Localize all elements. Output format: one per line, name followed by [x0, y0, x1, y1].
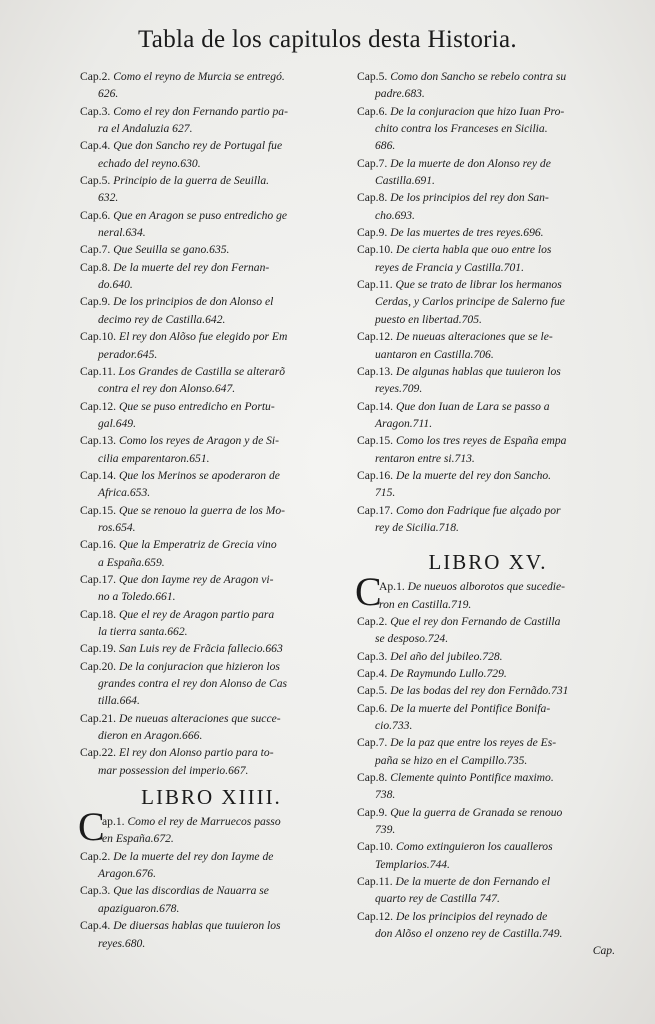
entry-label: Cap.4.: [357, 667, 388, 680]
entry-label: Cap.9.: [357, 805, 388, 819]
entry-text-continued: Castilla.691.: [375, 174, 435, 188]
entry-label: Ap.1.: [379, 580, 405, 594]
entry-text: Principio de la guerra de Seuilla.: [113, 174, 270, 188]
entry-text-continued: ron en Castilla.719.: [379, 597, 472, 611]
entry-text-continued: Aragon.676.: [98, 867, 156, 881]
entry-text: Como los reyes de Aragon y de Si-: [118, 434, 280, 448]
chapter-entry: [357, 103, 619, 155]
entry-text: De los principios del rey don San-: [390, 191, 549, 205]
entry-text: De las muertes de tres reyes.696.: [390, 226, 544, 240]
entry-label: ap.1.: [102, 815, 125, 829]
chapter-entry: [80, 293, 343, 328]
chapter-entry: [80, 571, 343, 606]
chapter-entry: [80, 606, 343, 641]
chapter-entry: [80, 241, 343, 258]
libro-xv-first-entry: [355, 569, 619, 615]
entry-label: Cap.13.: [357, 364, 394, 378]
entry-label: Cap.3.: [80, 884, 111, 898]
right-entry-list: [357, 68, 619, 536]
entry-text: Que en Aragon se puso entredicho ge: [113, 208, 288, 222]
chapter-entry: [357, 665, 619, 682]
entry-label: Cap.20.: [80, 659, 117, 673]
entry-text-continued: reyes.709.: [375, 382, 423, 396]
entry-label: Cap.2.: [80, 70, 111, 83]
entry-label: Cap.10.: [80, 330, 117, 344]
chapter-entry: [357, 648, 619, 665]
entry-label: Cap.5.: [357, 70, 388, 83]
entry-text: De la paz que entre los reyes de Es-: [390, 736, 557, 750]
entry-text: Que la guerra de Granada se renouo: [390, 805, 563, 819]
entry-label: Cap.4.: [80, 139, 111, 153]
chapter-entry: [80, 363, 343, 398]
entry-text: San Luis rey de Frãcia fallecio.663: [118, 642, 283, 656]
chapter-entry: [357, 873, 619, 908]
entry-text: El rey don Alõso fue elegido por Em: [118, 330, 288, 344]
entry-label: Cap.19.: [80, 642, 117, 656]
entry-text-continued: cilia emparentaron.651.: [98, 451, 210, 465]
entry-text: De la muerte del rey don Sancho.: [395, 468, 552, 482]
chapter-entry: [357, 276, 619, 328]
drop-cap: C: [78, 804, 105, 850]
chapter-entry: [357, 398, 619, 433]
entry-label: Cap.15.: [357, 434, 394, 448]
entry-text: De algunas hablas que tuuieron los: [395, 364, 561, 378]
entry-label: Cap.16.: [357, 468, 394, 482]
entry-label: Cap.14.: [80, 468, 117, 482]
entry-label: Cap.11.: [357, 875, 393, 889]
entry-text: De nueuas alteraciones que se le-: [395, 330, 553, 344]
chapter-entry: [80, 536, 343, 571]
entry-text-continued: padre.683.: [375, 87, 425, 101]
entry-label: Cap.22.: [80, 746, 117, 760]
entry-text-continued: dieron en Aragon.666.: [98, 729, 203, 743]
entry-text: Como el rey de Marruecos passo: [127, 815, 281, 829]
entry-text-continued: a España.659.: [98, 555, 165, 569]
page-title: Tabla de los capitulos desta Historia.: [137, 26, 517, 53]
entry-label: Cap.5.: [80, 174, 111, 188]
entry-text-continued: 632.: [98, 191, 119, 205]
chapter-entry: [357, 241, 619, 276]
entry-label: Cap.2.: [80, 849, 111, 863]
chapter-entry: [357, 155, 619, 190]
entry-text-continued: Cerdas, y Carlos principe de Salerno fue: [375, 295, 565, 309]
entry-label: Cap.17.: [80, 572, 117, 586]
entry-text: El rey don Alonso partio para to-: [118, 746, 274, 760]
entry-text-continued: la tierra santa.662.: [98, 625, 188, 638]
chapter-entry: [80, 882, 343, 917]
chapter-entry: [80, 502, 343, 537]
entry-label: Cap.11.: [80, 364, 116, 378]
entry-label: Cap.8.: [80, 260, 111, 274]
entry-text: Que se renouo la guerra de los Mo-: [118, 503, 286, 517]
entry-text: De Raymundo Lullo.729.: [390, 667, 507, 680]
entry-label: Cap.12.: [357, 330, 394, 344]
chapter-entry: [357, 838, 619, 873]
catchword: Cap.: [592, 944, 615, 957]
entry-text-continued: cio.733.: [375, 719, 413, 733]
entry-label: Cap.11.: [357, 278, 393, 292]
entry-text: De los principios del reynado de: [395, 909, 548, 923]
entry-text: De cierta habla que ouo entre los: [395, 243, 552, 257]
entry-text: Que don Iayme rey de Aragon vi-: [118, 572, 274, 586]
entry-label: Cap.7.: [357, 736, 388, 750]
chapter-entry: [80, 432, 343, 467]
chapter-entry: [80, 259, 343, 294]
entry-label: Cap.6.: [357, 104, 388, 118]
entry-label: Cap.2.: [357, 614, 388, 628]
chapter-entry: [80, 398, 343, 433]
entry-label: Cap.9.: [357, 226, 388, 240]
chapter-entry: [80, 744, 343, 779]
entry-text-continued: do.640.: [98, 278, 133, 292]
entry-text-continued: paña se hizo en el Campillo.735.: [375, 753, 528, 767]
entry-text-continued: mar possession del imperio.667.: [98, 763, 249, 777]
entry-text: Como extinguieron los caualleros: [395, 840, 553, 854]
entry-text-continued: grandes contra el rey don Alonso de Cas: [98, 677, 288, 691]
entry-text: Que el rey de Aragon partio para: [118, 607, 275, 621]
chapter-entry: [357, 224, 619, 241]
chapter-entry: [357, 432, 619, 467]
entry-label: Cap.9.: [80, 295, 111, 309]
chapter-entry: [357, 769, 619, 804]
libro-xiiii-entry-list: [80, 848, 343, 952]
entry-text-continued: Aragon.711.: [375, 416, 433, 430]
left-entry-list: [80, 68, 343, 779]
entry-text: De la conjuracion que hizo Iuan Pro-: [390, 104, 565, 118]
entry-text: De la muerte de don Fernando el: [395, 875, 551, 889]
entry-label: Cap.10.: [357, 243, 394, 257]
entry-text-continued: apaziguaron.678.: [98, 901, 180, 915]
entry-text: Como el rey don Fernando partio pa-: [113, 104, 288, 118]
entry-text-continued: 686.: [375, 139, 396, 153]
chapter-entry: [357, 467, 619, 502]
entry-label: Cap.7.: [357, 156, 388, 170]
entry-text-continued: reyes de Francia y Castilla.701.: [375, 260, 524, 274]
libro-xv-entry-list: [357, 613, 619, 943]
entry-text: De los principios de don Alonso el: [113, 295, 274, 309]
entry-label: Cap.10.: [357, 840, 394, 854]
chapter-entry: [357, 804, 619, 839]
entry-text-continued: neral.634.: [98, 226, 146, 240]
entry-label: Cap.7.: [80, 243, 111, 257]
chapter-entry: [80, 103, 343, 138]
entry-label: Cap.12.: [357, 909, 394, 923]
entry-text-continued: Templarios.744.: [375, 857, 450, 871]
chapter-entry: [357, 189, 619, 224]
entry-text-continued: Africa.653.: [98, 486, 151, 500]
libro-xv-heading: LIBRO XV.: [428, 550, 548, 575]
entry-text-continued: rentaron entre si.713.: [375, 451, 475, 465]
entry-text: Clemente quinto Pontifice maximo.: [390, 771, 554, 785]
entry-text: De nueuos alborotos que sucedie-: [407, 580, 566, 594]
entry-text-continued: ra el Andaluzia 627.: [98, 122, 193, 136]
entry-text-continued: rey de Sicilia.718.: [375, 520, 459, 534]
entry-text-continued: 626.: [98, 87, 119, 101]
chapter-entry: [357, 502, 619, 537]
entry-label: Cap.5.: [357, 684, 388, 698]
chapter-entry: [80, 172, 343, 207]
entry-text: De nueuas alteraciones que succe-: [118, 711, 281, 725]
entry-text-continued: se desposo.724.: [375, 632, 449, 646]
entry-text: De la muerte de don Alonso rey de: [390, 156, 551, 170]
entry-text-continued: gal.649.: [98, 416, 137, 430]
entry-text: De diuersas hablas que tuuieron los: [113, 919, 281, 933]
drop-cap: C: [355, 569, 382, 615]
entry-text-continued: en España.672.: [102, 832, 174, 846]
chapter-entry: [357, 613, 619, 648]
entry-text: Como don Fadrique fue alçado por: [395, 503, 561, 517]
entry-text-continued: uantaron en Castilla.706.: [375, 347, 494, 361]
entry-text-continued: puesto en libertad.705.: [375, 312, 482, 326]
entry-text: Como don Sancho se rebelo contra su: [390, 70, 567, 83]
entry-text: Del año del jubileo.728.: [390, 649, 503, 663]
entry-label: Cap.8.: [357, 191, 388, 205]
entry-text-continued: 738.: [375, 788, 396, 802]
entry-text: De las bodas del rey don Fernãdo.731: [390, 684, 569, 698]
libro-xiiii-first-entry: [78, 804, 343, 850]
chapter-entry: [80, 640, 343, 657]
chapter-entry: [357, 734, 619, 769]
entry-label: Cap.3.: [80, 104, 111, 118]
chapter-entry: [357, 700, 619, 735]
entry-label: Cap.16.: [80, 538, 117, 552]
entry-text: Como los tres reyes de España empa: [395, 434, 567, 448]
chapter-entry: [80, 68, 343, 103]
entry-text-continued: reyes.680.: [98, 936, 146, 950]
entry-text-continued: quarto rey de Castilla 747.: [375, 892, 500, 906]
entry-text: De la conjuracion que hizieron los: [118, 659, 280, 673]
entry-label: Cap.6.: [80, 208, 111, 222]
entry-label: Cap.21.: [80, 711, 117, 725]
entry-label: Cap.12.: [80, 399, 117, 413]
entry-label: Cap.18.: [80, 607, 117, 621]
entry-text: Que don Sancho rey de Portugal fue: [113, 139, 283, 153]
left-column: [80, 68, 343, 952]
chapter-entry: [80, 848, 343, 883]
chapter-entry: [80, 658, 343, 710]
right-column: [357, 68, 619, 943]
entry-text: De la muerte del rey don Iayme de: [113, 849, 274, 863]
entry-text-continued: ros.654.: [98, 520, 136, 534]
entry-label: Cap.6.: [357, 701, 388, 715]
chapter-entry: [357, 363, 619, 398]
entry-label: Cap.17.: [357, 503, 394, 517]
entry-label: Cap.15.: [80, 503, 117, 517]
chapter-entry: [357, 328, 619, 363]
entry-text-continued: cho.693.: [375, 208, 415, 222]
entry-text: Como el reyno de Murcia se entregó.: [113, 70, 285, 83]
entry-text-continued: 715.: [375, 486, 396, 500]
chapter-entry: [80, 917, 343, 952]
chapter-entry: [357, 68, 619, 103]
libro-xiiii-heading: LIBRO XIIII.: [141, 785, 282, 810]
entry-text-continued: echado del reyno.630.: [98, 156, 201, 170]
entry-text: Que se puso entredicho en Portu-: [118, 399, 275, 413]
entry-text-continued: perador.645.: [98, 347, 158, 361]
entry-text: Que Seuilla se gano.635.: [113, 243, 230, 257]
chapter-entry: [357, 682, 619, 699]
entry-text: Los Grandes de Castilla se alterarõ: [118, 364, 286, 378]
entry-label: Cap.3.: [357, 649, 388, 663]
entry-label: Cap.13.: [80, 434, 117, 448]
chapter-entry: [80, 710, 343, 745]
entry-text-continued: 739.: [375, 823, 396, 837]
entry-text: De la muerte del rey don Fernan-: [113, 260, 270, 274]
entry-text: Que la Emperatriz de Grecia vino: [118, 538, 277, 552]
chapter-entry: [357, 908, 619, 943]
entry-text: De la muerte del Pontifice Bonifa-: [390, 701, 551, 715]
entry-text-continued: no a Toledo.661.: [98, 590, 176, 604]
entry-text-continued: tilla.664.: [98, 694, 140, 708]
chapter-entry: [80, 467, 343, 502]
entry-text-continued: decimo rey de Castilla.642.: [98, 312, 226, 326]
entry-text-continued: contra el rey don Alonso.647.: [98, 382, 236, 396]
entry-text: Que el rey don Fernando de Castilla: [390, 614, 561, 628]
entry-label: Cap.8.: [357, 771, 388, 785]
entry-label: Cap.14.: [357, 399, 394, 413]
entry-label: Cap.4.: [80, 919, 111, 933]
entry-text-continued: don Alõso el onzeno rey de Castilla.749.: [375, 927, 563, 941]
chapter-entry: [80, 137, 343, 172]
chapter-entry: [80, 328, 343, 363]
entry-text-continued: chito contra los Franceses en Sicilia.: [375, 122, 548, 136]
entry-text: Que don Iuan de Lara se passo a: [395, 399, 550, 413]
entry-text: Que los Merinos se apoderaron de: [118, 468, 280, 482]
entry-text: Que las discordias de Nauarra se: [113, 884, 269, 898]
chapter-entry: [80, 207, 343, 242]
entry-text: Que se trato de librar los hermanos: [395, 278, 562, 292]
